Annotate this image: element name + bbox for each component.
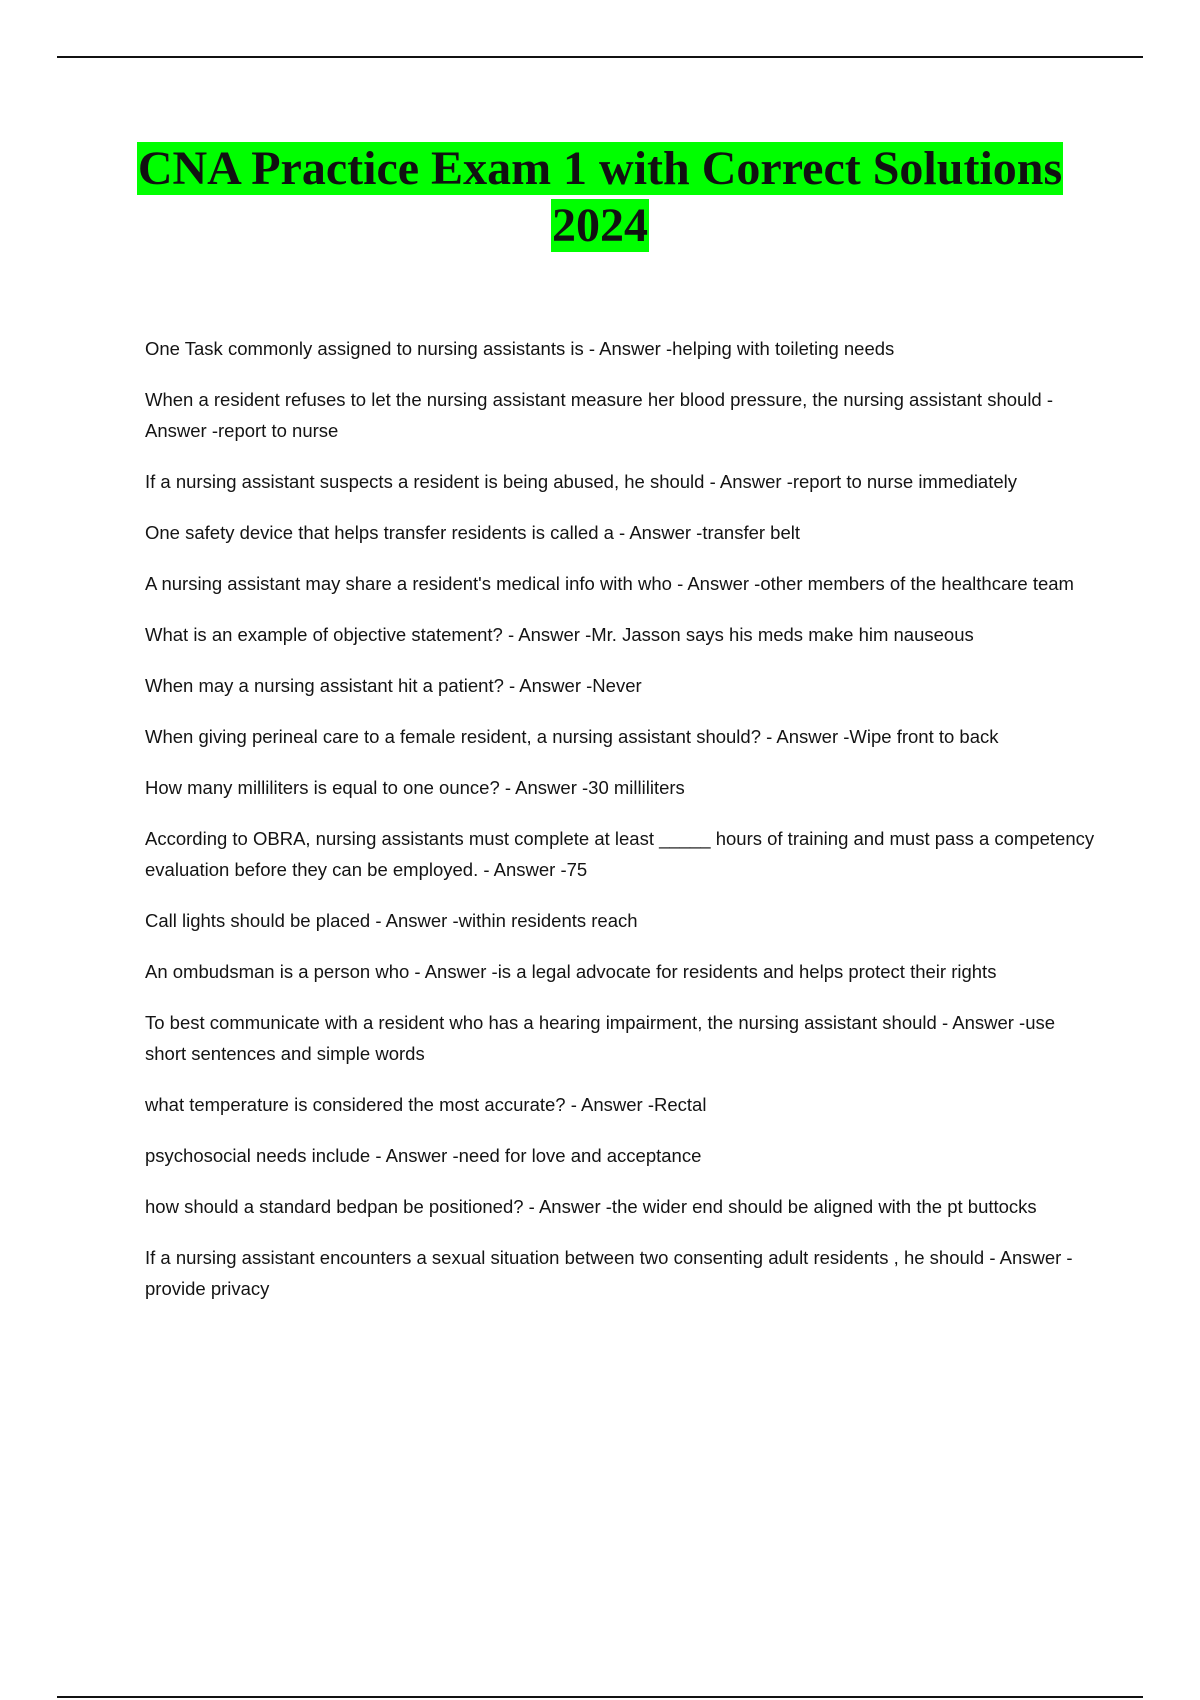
footer-rule xyxy=(57,1696,1143,1698)
title-line-2: 2024 xyxy=(552,199,648,252)
header-rule xyxy=(57,56,1143,58)
question-answer-list xyxy=(145,333,1095,1324)
qa-item: An ombudsman is a person who - Answer -is a legal advocate for residents and helps protect their rights xyxy=(145,961,997,982)
qa-item: One safety device that helps transfer residents is called a - Answer -transfer belt xyxy=(145,522,801,543)
qa-item: what temperature is considered the most accurate? - Answer -Rectal xyxy=(145,1094,707,1115)
qa-item: When giving perineal care to a female resident, a nursing assistant should? - Answer -Wipe front to back xyxy=(145,726,999,747)
qa-item: To best communicate with a resident who has a hearing impairment, the nursing assistant should - Answer -use short sentences and simple words xyxy=(145,1012,1056,1064)
title-line-1: CNA Practice Exam 1 with Correct Solutions xyxy=(137,142,1063,195)
qa-item: A nursing assistant may share a resident's medical info with who - Answer -other members of the healthcare team xyxy=(145,573,1074,594)
qa-item: According to OBRA, nursing assistants must complete at least _____ hours of training and must pass a competency evaluation before they can be employed. - Answer -75 xyxy=(145,828,1095,880)
qa-item: What is an example of objective statement? - Answer -Mr. Jasson says his meds make him nauseous xyxy=(145,624,974,645)
title-block xyxy=(100,140,1100,254)
qa-item: If a nursing assistant suspects a resident is being abused, he should - Answer -report to nurse immediately xyxy=(145,471,1018,492)
qa-item: How many milliliters is equal to one ounce? - Answer -30 milliliters xyxy=(145,777,685,798)
document-title xyxy=(100,140,1100,254)
qa-item: When may a nursing assistant hit a patient? - Answer -Never xyxy=(145,675,642,696)
qa-item: When a resident refuses to let the nursing assistant measure her blood pressure, the nursing assistant should - Answer -report to nurse xyxy=(145,389,1054,441)
qa-item: If a nursing assistant encounters a sexual situation between two consenting adult residents , he should - Answer -provide privacy xyxy=(145,1247,1073,1299)
qa-item: how should a standard bedpan be positioned? - Answer -the wider end should be aligned with the pt buttocks xyxy=(145,1196,1037,1217)
qa-item: One Task commonly assigned to nursing assistants is - Answer -helping with toileting needs xyxy=(145,338,895,359)
qa-item: Call lights should be placed - Answer -within residents reach xyxy=(145,910,638,931)
qa-item: psychosocial needs include - Answer -need for love and acceptance xyxy=(145,1145,702,1166)
